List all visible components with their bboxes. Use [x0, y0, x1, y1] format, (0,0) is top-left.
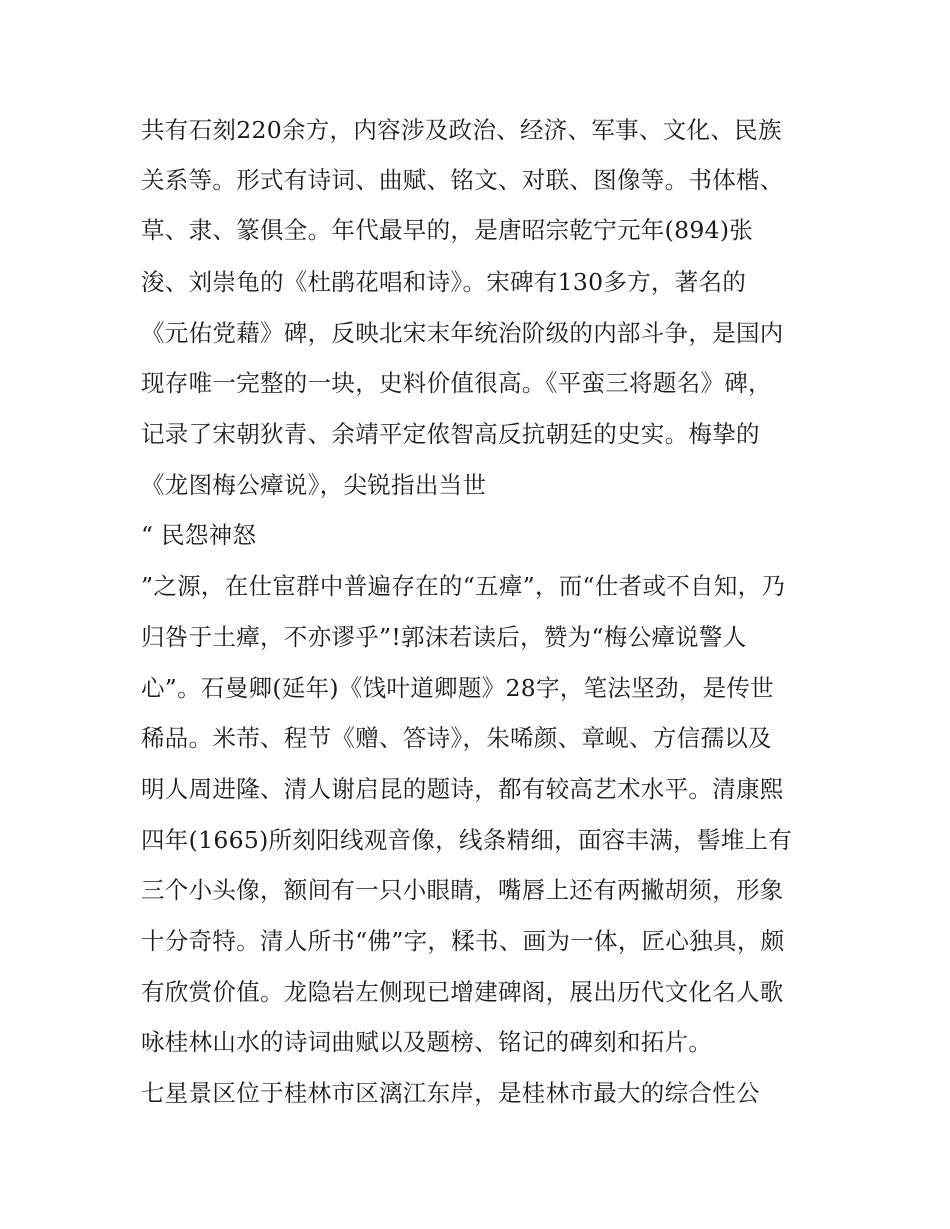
text-line: 明人周进隆、清人谢启昆的题诗，都有较高艺术水平。清康熙 [141, 775, 784, 803]
text-line: 草、隶、篆俱全。年代最早的，是唐昭宗乾宁元年(894)张 [141, 216, 754, 244]
text-line: “ 民怨神怒 [141, 521, 257, 549]
text-line: 记录了宋朝狄青、余靖平定侬智高反抗朝廷的史实。梅挚的 [141, 420, 760, 448]
text-line: 咏桂林山水的诗词曲赋以及题榜、铭记的碑刻和拓片。 [141, 1028, 713, 1056]
text-line: 稀品。米芾、程节《赠、答诗》，朱唏颜、章岘、方信孺以及 [141, 724, 772, 752]
text-line: 归咎于土瘴，不亦谬乎”!郭沫若读后，赞为“梅公瘴说警人 [141, 623, 747, 651]
text-line: 心”。石曼卿(延年)《饯叶道卿题》28字，笔法坚劲，是传世 [141, 674, 774, 702]
text-line: 共有石刻220余方，内容涉及政治、经济、军事、文化、民族 [141, 116, 782, 144]
text-line: 有欣赏价值。龙隐岩左侧现已增建碑阁，展出历代文化名人歌 [141, 978, 784, 1006]
text-line: 《元佑党藉》碑，反映北宋末年统治阶级的内部斗争，是国内 [141, 319, 784, 347]
text-line: 七星景区位于桂林市区漓江东岸，是桂林市最大的综合性公 [141, 1079, 760, 1107]
text-line: 三个小头像，额间有一只小眼睛，嘴唇上还有两撇胡须，形象 [141, 876, 784, 904]
text-line: 《龙图梅公瘴说》，尖锐指出当世 [141, 471, 487, 499]
text-line: 十分奇特。清人所书“佛”字，糅书、画为一体，匠心独具，颇 [141, 927, 785, 955]
text-line: ”之源，在仕宦群中普遍存在的“五瘴”，而“仕者或不自知，乃 [141, 572, 786, 600]
text-line: 关系等。形式有诗词、曲赋、铭文、对联、图像等。书体楷、 [141, 166, 784, 194]
text-line: 浚、刘崇龟的《杜鹃花唱和诗》。宋碑有130多方，著名的 [141, 268, 747, 296]
text-line: 四年(1665)所刻阳线观音像，线条精细，面容丰满，髻堆上有 [141, 826, 793, 854]
text-line: 现存唯一完整的一块，史料价值很高。《平蛮三将题名》碑， [141, 369, 772, 397]
